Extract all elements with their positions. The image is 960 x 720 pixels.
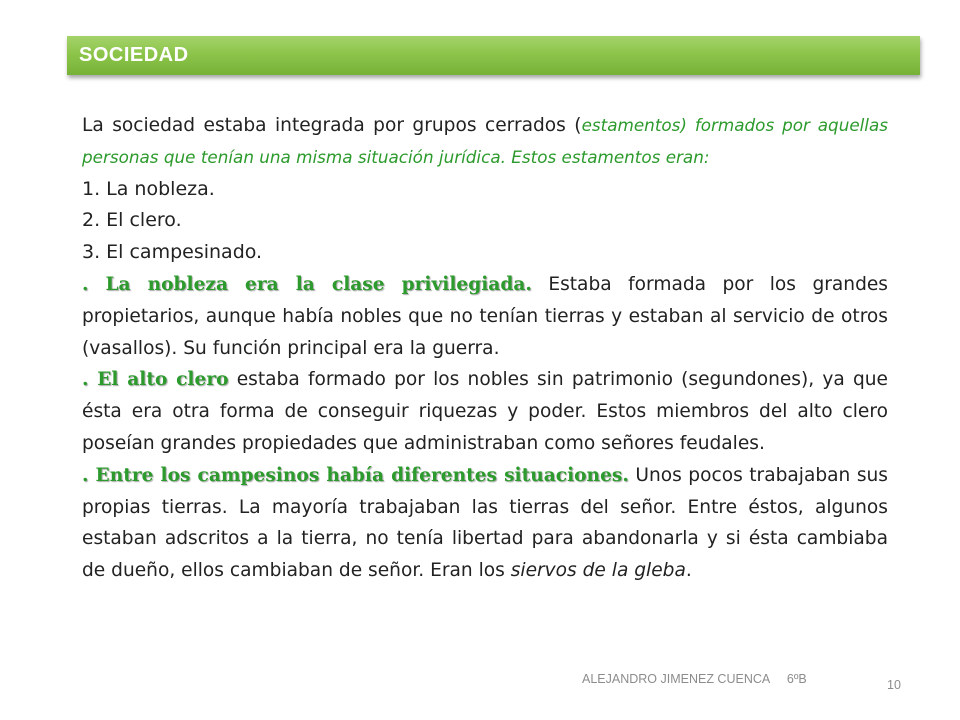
nobleza-heading: . La nobleza era la clase privilegiada. (82, 273, 532, 295)
nobleza-paragraph (82, 269, 888, 364)
page-title: SOCIEDAD (79, 44, 189, 66)
campesinos-heading: . Entre los campesinos había diferentes situaciones. (82, 464, 629, 486)
siervos-term: siervos de la gleba (510, 560, 686, 582)
campesinos-paragraph (82, 460, 888, 587)
slide-body (82, 110, 888, 587)
clero-heading: . El alto clero (82, 369, 229, 391)
intro-text: La sociedad estaba integrada por grupos cerrados ( (82, 115, 582, 136)
list-item: 1. La nobleza. (82, 177, 215, 200)
clero-text: estaba formado por los nobles sin patrimonio (segundones), ya que ésta era otra forma de conseguir riquezas y poder. Estos miembros del alto clero poseían grandes propiedades que administraban como señores feudales. (82, 369, 888, 454)
campesinos-end: . (685, 560, 692, 582)
nobleza-text: Estaba formada por los grandes propietarios, aunque había nobles que no tenían tierras y estaban al servicio de otros (vasallos). Su función principal era la guerra. (82, 273, 888, 359)
intro-paragraph (82, 110, 888, 174)
list-item: 2. El clero. (82, 209, 182, 232)
page-number: 10 (887, 678, 901, 692)
footer-author: ALEJANDRO JIMENEZ CUENCA 6ºB (582, 672, 807, 686)
list-item: 3. El campesinado. (82, 241, 263, 264)
clero-paragraph (82, 364, 888, 459)
title-bar (67, 36, 920, 75)
campesinos-text: Unos pocos trabajaban sus propias tierras. La mayoría trabajaban las tierras del señor. Entre éstos, algunos estaban adscritos a la tierra, no tenía libertad para abandonarla y si ésta cambiaba de dueño, ellos cambiaban de señor. Eran los (82, 464, 888, 582)
intro-highlight: estamentos) formados por aquellas personas que tenían una misma situación jurídica. Estos estamentos eran: (82, 115, 889, 167)
